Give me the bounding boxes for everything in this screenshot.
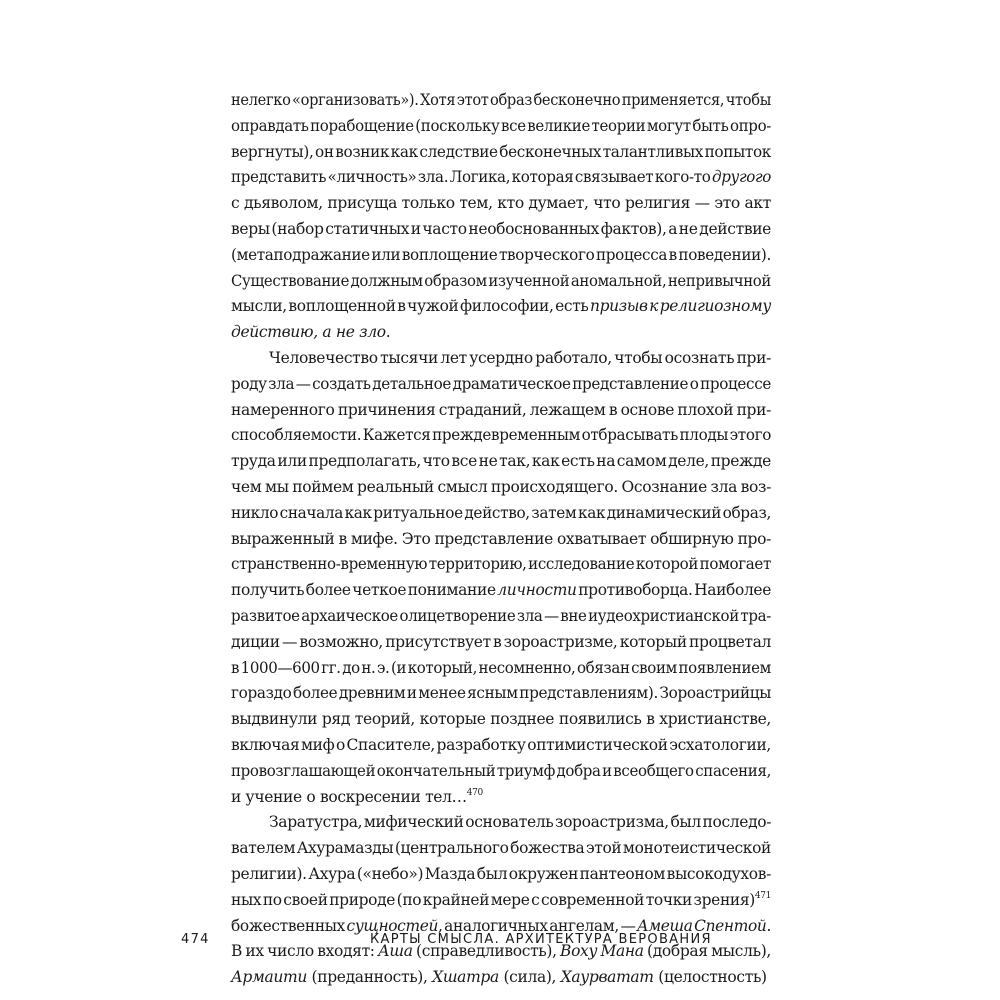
text-line — [231, 449, 771, 475]
text-run: представить «личность» зла. Логика, которая связывает кого-то — [231, 168, 713, 187]
text-line — [231, 656, 771, 682]
text-line — [231, 346, 771, 372]
text-run: включая миф о Спасителе, разработку оптимистической эсхатологии, — [231, 735, 771, 754]
text-line — [231, 191, 771, 217]
text-line — [231, 578, 769, 604]
text-line — [231, 320, 771, 346]
running-head: КАРТЫ СМЫСЛА. АРХИТЕКТУРА ВЕРОВАНИЯ — [370, 932, 712, 947]
text-run: (сила), — [498, 968, 561, 987]
text-line — [231, 733, 770, 759]
text-line — [231, 785, 771, 811]
text-run: труда или предполагать, что все не так, как есть на самом деле, прежде — [231, 452, 771, 471]
text-run: получить более четкое понимание — [231, 581, 498, 600]
text-run: религии). Ахура («небо») Мазда был окружен пантеоном высокодухов- — [231, 864, 771, 883]
italic-text: сущностей — [346, 916, 439, 935]
text-line — [231, 269, 771, 295]
text-run: божественных — [231, 916, 347, 935]
text-run: мысли, воплощенной в чужой философии, есть — [231, 297, 591, 316]
text-run: (метаподражание или воплощение творческого процесса в поведении). — [231, 245, 771, 264]
text-run: никло сначала как ритуальное действо, затем как динамический образ, — [231, 503, 771, 522]
text-run: диции — возможно, присутствует в зороастризме, который процветал — [231, 632, 771, 651]
text-line — [231, 165, 771, 191]
text-line — [231, 836, 769, 862]
italic-text: призыв к религиозному — [590, 297, 771, 316]
text-run: выраженный в мифе. Это представление охватывает обширную про- — [231, 529, 771, 548]
text-line — [231, 423, 771, 449]
text-run: странственно-временную территорию, исследование которой помогает — [231, 555, 771, 574]
text-run: в 1000—600 гг. до н. э. (и который, несомненно, обязан своим появлением — [231, 658, 771, 677]
text-run: (преданность), — [306, 968, 433, 987]
text-run: вергнуты), он возник как следствие бесконечных талантливых попыток — [231, 142, 771, 161]
text-line — [231, 681, 771, 707]
text-run: и учение о воскресении тел… — [231, 787, 467, 806]
italic-text: личности — [497, 581, 577, 600]
footnote-reference: 470 — [466, 787, 483, 798]
text-line — [231, 140, 771, 166]
text-run: , аналогичных ангелам, — — [438, 916, 638, 935]
text-run: (справедливость), — [412, 942, 561, 961]
text-run: нелегко «организовать»). Хотя этот образ бесконечно применяется, чтобы — [231, 91, 771, 109]
page-number: 474 — [181, 932, 210, 947]
text-run: намеренного причинения страданий, лежащем в основе плохой при- — [231, 400, 771, 419]
text-run: . — [385, 323, 391, 342]
text-run: Человечество тысячи лет усердно работало, чтобы осознать при- — [269, 348, 771, 367]
text-run: выдвинули ряд теорий, которые позднее появились в христианстве, — [231, 710, 771, 729]
italic-text: Армаити — [231, 968, 307, 987]
italic-text: Амеша Спентой — [637, 916, 767, 935]
text-run: противоборца. Наиболее — [576, 581, 771, 600]
text-run: оправдать порабощение (поскольку все великие теории могут быть опро- — [231, 116, 771, 135]
italic-text: действию, а не зло — [231, 323, 386, 342]
text-line — [231, 114, 771, 140]
text-line — [231, 372, 771, 398]
text-line — [231, 552, 771, 578]
text-run: способляемости. Кажется преждевременным отбрасывать плоды этого — [231, 426, 771, 445]
text-run: провозглашающей окончательный триумф добра и всеобщего спасения, — [231, 761, 771, 780]
text-line — [231, 888, 769, 914]
italic-text: Аша — [378, 942, 413, 961]
text-line — [231, 707, 771, 733]
text-line — [231, 759, 771, 785]
footnote-reference: 471 — [754, 890, 771, 901]
page-footer — [0, 932, 1000, 952]
text-line — [231, 630, 771, 656]
italic-text: Воху Мана — [560, 942, 644, 961]
body-text — [231, 88, 771, 991]
text-run: веры (набор статичных и часто необоснованных фактов), а не действие — [231, 219, 771, 238]
text-line — [231, 501, 771, 527]
text-line — [231, 294, 769, 320]
text-run: ных по своей природе (по крайней мере с современной точки зрения) — [231, 890, 755, 909]
text-line — [231, 88, 771, 114]
italic-text: Хшатра — [432, 968, 499, 987]
text-run: В их число входят: — [231, 942, 379, 961]
text-line — [231, 217, 771, 243]
text-line — [231, 604, 771, 630]
text-line — [231, 527, 771, 553]
text-run: чем мы поймем реальный смысл происходящего. Осознание зла воз- — [231, 477, 771, 496]
text-run: (добрая мысль), — [643, 942, 771, 961]
text-line — [231, 475, 771, 501]
text-run: гораздо более древним и менее ясным представлениям). Зороастрийцы — [231, 684, 771, 703]
italic-text: другого — [712, 168, 771, 187]
text-run: с дьяволом, присуща только тем, кто думает, что религия — это акт — [231, 194, 771, 213]
text-run: развитое архаическое олицетворение зла — вне иудеохристианской тра- — [231, 606, 771, 625]
text-run: Существование должным образом изученной аномальной, непривычной — [231, 271, 771, 290]
text-line — [231, 243, 771, 269]
text-line — [231, 398, 771, 424]
text-run: Заратустра, мифический основатель зороастризма, был последо- — [269, 813, 772, 832]
italic-text: Хаурватат — [560, 968, 654, 987]
text-run: (целостность) — [653, 968, 767, 987]
text-run: . — [766, 916, 771, 935]
text-run: роду зла — создать детальное драматическое представление о процессе — [231, 374, 771, 393]
text-line — [231, 862, 770, 888]
text-line — [231, 810, 771, 836]
text-line — [231, 965, 771, 991]
text-run: вателем Ахурамазды (центрального божества этой монотеистической — [231, 839, 771, 858]
